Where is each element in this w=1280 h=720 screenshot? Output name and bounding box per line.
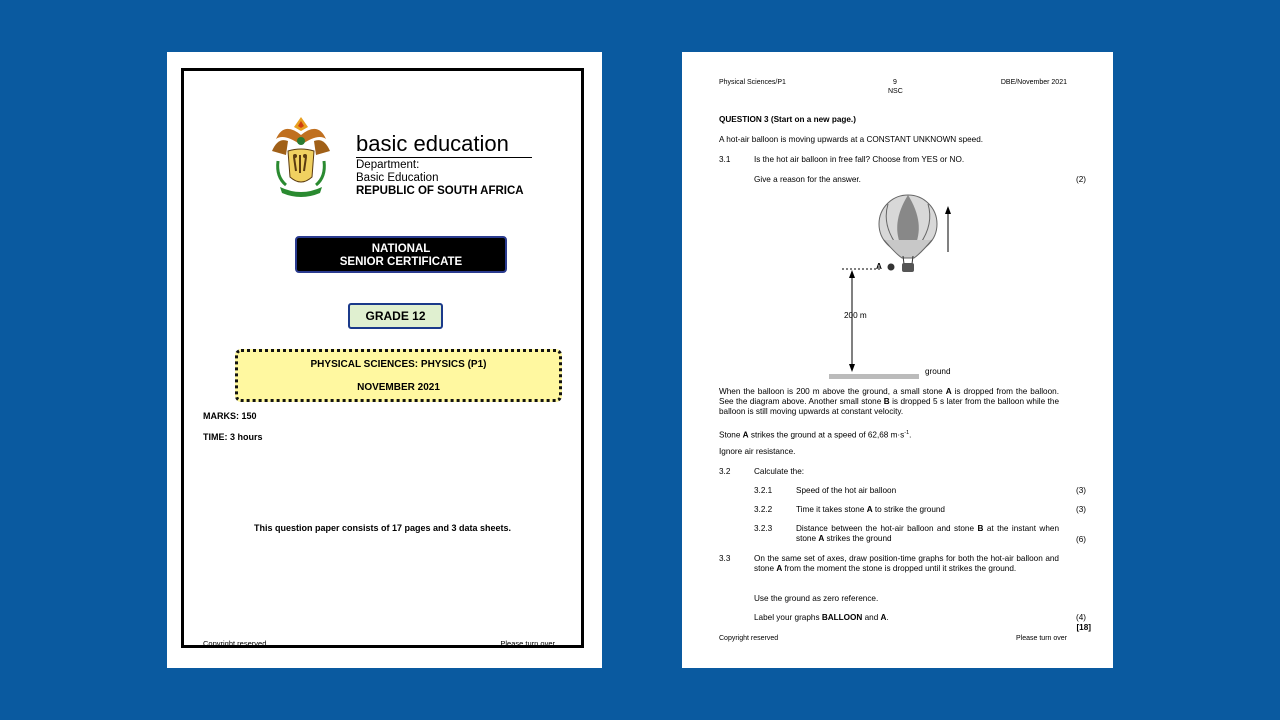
diagram-height-label: 200 m <box>844 311 867 320</box>
q33-label-instruction <box>754 613 889 623</box>
q33-stone-a: A <box>776 564 783 573</box>
diagram-label-a: A <box>876 262 882 271</box>
copyright-footer: Copyright reserved <box>719 635 779 642</box>
scenario-stone-b: B <box>883 397 890 406</box>
q33-post: from the moment the stone is dropped until it strikes the ground. <box>782 564 1017 573</box>
q321-mark: (3) <box>1075 486 1086 495</box>
q322-stone-a: A <box>866 505 873 514</box>
ignore-air-resistance: Ignore air resistance. <box>719 447 796 456</box>
q323-stone-b: B <box>977 524 984 533</box>
copyright-footer: Copyright reserved <box>203 639 267 648</box>
q323-mid: at the instant when stone <box>796 524 1059 543</box>
diagram-ground-label: ground <box>925 367 951 376</box>
q33-mark: (4) <box>1075 613 1086 622</box>
cover-border <box>181 68 584 648</box>
scenario-paragraph <box>719 387 1059 417</box>
header-subject: Physical Sciences/P1 <box>719 79 786 86</box>
certificate-line-2: SENIOR CERTIFICATE <box>339 256 463 268</box>
q33-label-pre: Label your graphs <box>754 613 822 622</box>
strike-pre: Stone <box>719 430 743 440</box>
balloon-diagram <box>812 192 1012 382</box>
exam-session: NOVEMBER 2021 <box>357 382 440 393</box>
turn-over-footer: Please turn over <box>500 639 555 648</box>
q323-post: strikes the ground <box>824 534 892 543</box>
country-name: REPUBLIC OF SOUTH AFRICA <box>356 185 524 197</box>
q321-number: 3.2.1 <box>754 486 773 495</box>
q33-number: 3.3 <box>719 554 731 563</box>
grade-box: GRADE 12 <box>348 303 443 329</box>
q33-reference: Use the ground as zero reference. <box>754 594 879 603</box>
header-right: DBE/November 2021 <box>1000 79 1067 86</box>
question-intro: A hot-air balloon is moving upwards at a CONSTANT UNKNOWN speed. <box>719 135 984 144</box>
q322-mark: (3) <box>1075 505 1086 514</box>
scenario-stone-a: A <box>945 387 952 396</box>
pages-note: This question paper consists of 17 pages and 3 data sheets. <box>253 523 512 533</box>
marks-label: MARKS: 150 <box>203 411 257 421</box>
height-arrow-icon <box>849 270 855 372</box>
header-nsc: NSC <box>888 88 903 95</box>
subject-title: PHYSICAL SCIENCES: PHYSICS (P1) <box>310 359 487 370</box>
q31-mark: (2) <box>1075 175 1086 184</box>
certificate-line-1: NATIONAL <box>371 243 431 255</box>
certificate-box <box>295 236 507 273</box>
q33-label-end: . <box>886 613 889 622</box>
q32-text: Calculate the: <box>754 467 805 476</box>
scenario-mid: is dropped from the balloon. See the diagram above. Another small stone <box>719 387 1059 406</box>
q323-mark: (6) <box>1075 535 1086 544</box>
header-page-number: 9 <box>893 79 897 86</box>
question-title: QUESTION 3 (Start on a new page.) <box>719 115 856 124</box>
q323-pre: Distance between the hot-air balloon and stone <box>796 524 978 533</box>
q322-number: 3.2.2 <box>754 505 773 514</box>
strike-statement <box>719 428 911 441</box>
question-total: [18] <box>1076 623 1091 632</box>
strike-exponent: -1 <box>904 430 910 436</box>
department-name: Basic Education <box>356 172 439 184</box>
strike-stone-a: A <box>742 430 749 440</box>
q322-post: to strike the ground <box>872 505 945 514</box>
ground-bar <box>829 374 919 379</box>
q322-pre: Time it takes stone <box>796 505 867 514</box>
cover-page <box>167 52 602 668</box>
q33-label-and: and <box>862 613 881 622</box>
strike-post: strikes the ground at a speed of 62,68 m·s <box>748 430 905 440</box>
time-label: TIME: 3 hours <box>203 432 263 442</box>
coat-of-arms-logo <box>266 111 336 201</box>
q33-text <box>754 554 1059 574</box>
q323-text <box>796 524 1059 544</box>
q323-stone-a: A <box>818 534 825 543</box>
q33-label-a: A <box>880 613 887 622</box>
hot-air-balloon-icon <box>879 195 937 272</box>
upward-arrow-icon <box>945 206 951 252</box>
scenario-pre: When the balloon is 200 m above the ground, a small stone <box>719 387 946 396</box>
q32-number: 3.2 <box>719 467 731 476</box>
q323-number: 3.2.3 <box>754 524 773 533</box>
q31-number: 3.1 <box>719 155 731 164</box>
stone-a-icon <box>888 264 895 271</box>
subject-box <box>235 349 562 402</box>
q31-text: Is the hot air balloon in free fall? Choose from YES or NO. <box>754 155 965 164</box>
q322-text <box>796 505 945 515</box>
strike-end: . <box>909 430 912 440</box>
turn-over-footer: Please turn over <box>1016 635 1067 642</box>
org-title: basic education <box>356 131 532 158</box>
q33-pre: On the same set of axes, draw position-time graphs for both the hot-air balloon and stone <box>754 554 1059 573</box>
question-page <box>682 52 1113 668</box>
q321-text: Speed of the hot air balloon <box>796 486 897 495</box>
q33-label-balloon: BALLOON <box>821 613 863 622</box>
q31-reason: Give a reason for the answer. <box>754 175 861 184</box>
department-label: Department: <box>356 159 420 171</box>
scenario-post: is dropped 5 s later from the balloon while the balloon is still moving upwards at constant velocity. <box>719 397 1059 416</box>
